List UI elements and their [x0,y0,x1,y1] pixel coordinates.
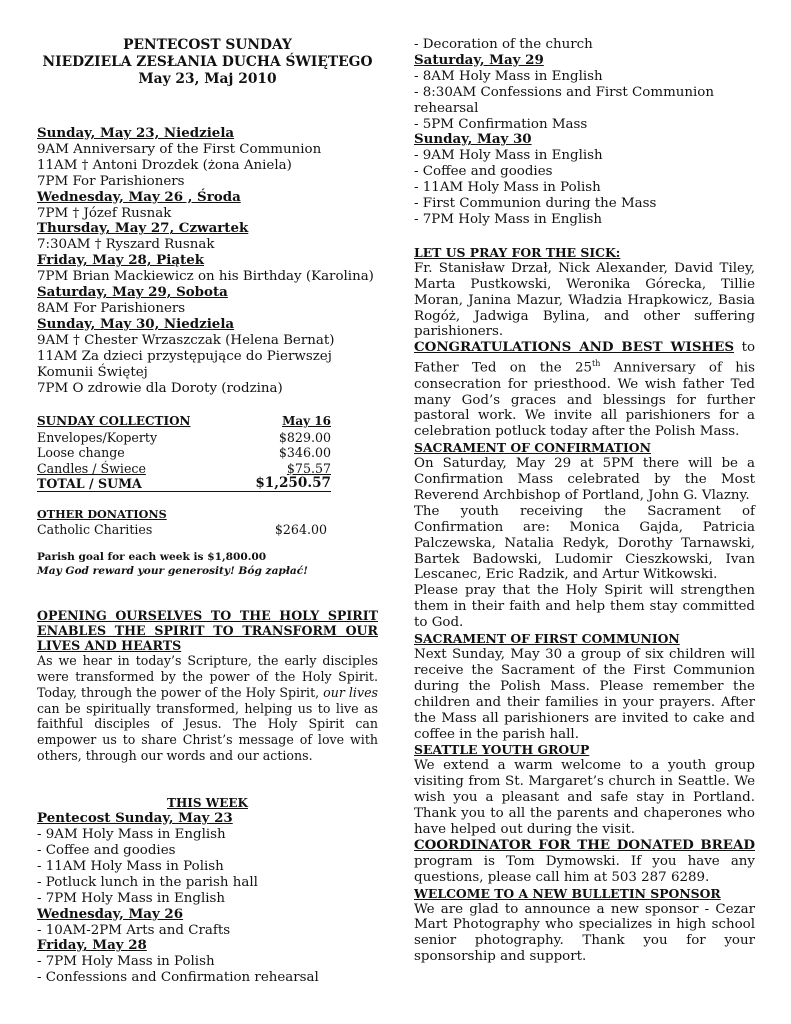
intention-item: 7:30AM † Ryszard Rusnak [37,237,215,253]
coordinator-paragraph: COORDINATOR FOR THE DONATED BREAD program is Tom Dymowski. If you have any questions, please call him at 503 287 6289. [414,836,755,885]
confirmation-title: SACRAMENT OF CONFIRMATION [414,440,651,456]
left-column [37,0,378,986]
sick-title: LET US PRAY FOR THE SICK: [414,244,621,260]
other-donations [37,507,327,537]
communion-title: SACRAMENT OF FIRST COMMUNION [414,631,680,647]
week-item: - 9AM Holy Mass in English [414,148,603,164]
intention-day: Friday, May 28, Piątek [37,252,204,269]
collection-label: Envelopes/Koperty [37,429,158,445]
week-day: Pentecost Sunday, May 23 [37,810,233,827]
week-item: - Decoration of the church [414,37,593,52]
sponsor-title: WELCOME TO A NEW BULLETIN SPONSOR [414,885,721,901]
this-week-title: THIS WEEK [167,796,248,811]
collection-total-label: TOTAL / SUMA [37,476,142,492]
week-day: Sunday, May 30 [414,131,532,148]
coordinator-title: COORDINATOR FOR THE DONATED BREAD [414,836,755,853]
week-item: - Coffee and goodies [37,843,176,858]
congrats-title: CONGRATULATIONS AND BEST WISHES [414,339,735,356]
title-line-3: May 23, Maj 2010 [138,71,277,87]
other-donations-title: OTHER DONATIONS [37,507,167,522]
seattle-body: We extend a warm welcome to a youth group visiting from St. Margaret’s church in Seattle. We wish you a pleasant and safe stay in Portland. Thank you to all the parents and chaperones who have helped out during the visit. [414,758,755,837]
sick-body: Fr. Stanisław Drzał, Nick Alexander, David Tiley, Marta Pustkowski, Weronika Górecka, Tillie Moran, Janina Mazur, Władzia Hrapkowicz, Basia Rogóż, Jadwiga Bylina, and other suffering parishioners. [414,260,755,340]
intention-item: 7PM O zdrowie dla Doroty (rodzina) [37,380,283,396]
week-item: - 11AM Holy Mass in Polish [414,180,601,196]
confirmation-p2: The youth receiving the Sacrament of Confirmation are: Monica Gajda, Patricia Palczewska, Natalia Redyk, Dorothy Tarnawski, Bartek Badowski, Ludomir Cieszkowski, Ivan Lescanec, Eric Radzik, and Artur Witkowski. [414,503,755,583]
opening-title: OPENING OURSELVES TO THE HOLY SPIRIT ENABLES THE SPIRIT TO TRANSFORM OUR LIVES AND HEARTS [37,607,378,653]
week-item: - First Communion during the Mass [414,196,657,212]
communion-body: Next Sunday, May 30 a group of six children will receive the Sacrament of the First Communion during the Polish Mass. Please remember the children and their families in your prayers. After the Mass all parishioners are invited to cake and coffee in the parish hall. [414,647,755,742]
week-day: Friday, May 28 [37,937,147,954]
collection-total-amount: $1,250.57 [255,475,331,492]
title-line-2: NIEDZIELA ZESŁANIA DUCHA ŚWIĘTEGO [42,54,373,70]
collection-amount: $75.57 [286,460,331,476]
donation-label: Catholic Charities [37,522,153,538]
collection-date: May 16 [282,414,331,429]
intention-day: Sunday, May 30, Niedziela [37,315,235,332]
reward-line: May God reward your generosity! Bóg zapłać! [37,564,308,577]
congrats-paragraph: CONGRATULATIONS AND BEST WISHES to Father Ted on the 25th Anniversary of his consecration for priesthood. We wish father Ted many God’s graces and blessings for further pastoral work. We invite all parishioners for a celebration potluck today after the Polish Mass. [414,339,756,440]
intention-item: 9AM † Chester Wrzaszczak (Helena Bernat) [37,332,335,348]
intention-item: 9AM Anniversary of the First Communion [37,141,322,157]
week-item: - Potluck lunch in the parish hall [37,874,258,890]
intention-item: 7PM † Józef Rusnak [37,205,172,221]
sponsor-body: We are glad to announce a new sponsor - Cezar Mart Photography who specializes in high school senior photography. Thank you for your sponsorship and support. [414,901,755,965]
week-item: - 8:30AM Confessions and First Communion [414,84,714,100]
week-day: Saturday, May 29 [414,51,544,68]
collection-amount: $346.00 [278,445,331,461]
week-item: - 10AM-2PM Arts and Crafts [37,922,231,938]
opening-body: As we hear in today’s Scripture, the early disciples were transformed by the power of the Holy Spirit. Today, through the power of the Holy Spirit, our lives can be spiritually transformed, helping us to live as faithful disciples of Jesus. The Holy Spirit can empower us to share Christ’s message of love with others, through our words and our actions. [37,652,378,764]
sunday-collection-table [37,414,331,492]
donation-amount: $264.00 [274,522,327,538]
intention-day: Wednesday, May 26 , Środa [37,188,241,205]
intention-item: 8AM For Parishioners [37,300,186,316]
mass-intentions [37,126,378,396]
week-item: rehearsal [414,100,479,116]
week-item: - 5PM Confirmation Mass [414,116,588,132]
confirmation-p1: On Saturday, May 29 at 5PM there will be a Confirmation Mass celebrated by the Most Reverend Archbishop of Portland, John G. Vlazny. [414,456,755,503]
collection-title: SUNDAY COLLECTION [37,414,191,429]
week-item: - 11AM Holy Mass in Polish [37,858,224,874]
intention-day: Sunday, May 23, Niedziela [37,125,235,141]
week-day: Wednesday, May 26 [37,905,184,922]
intention-item: 7PM For Parishioners [37,173,185,189]
seattle-title: SEATTLE YOUTH GROUP [414,742,590,758]
title-line-1: PENTECOST SUNDAY [123,37,292,53]
confirmation-p3: Please pray that the Holy Spirit will strengthen them in their faith and help them stay committed to God. [414,583,755,631]
week-item: - 7PM Holy Mass in Polish [37,954,215,970]
week-item: - 7PM Holy Mass in English [414,211,603,227]
intention-item: Komunii Świętej [37,364,148,380]
parish-goal: Parish goal for each week is $1,800.00 [37,550,267,563]
week-item: - 8AM Holy Mass in English [414,68,603,84]
right-column [414,0,755,965]
week-item: - 9AM Holy Mass in English [37,827,226,843]
intention-item: 11AM † Antoni Drozdek (żona Aniela) [37,157,292,173]
intention-item: 7PM Brian Mackiewicz on his Birthday (Karolina) [37,269,374,285]
week-item: - 7PM Holy Mass in English [37,890,226,906]
collection-label: Loose change [37,445,125,461]
collection-label: Candles / Świece [37,460,146,476]
week-item: - Confessions and Confirmation rehearsal [37,970,319,986]
intention-item: 11AM Za dzieci przystępujące do Pierwszej [37,348,332,364]
collection-amount: $829.00 [278,429,331,445]
week-item: - Coffee and goodies [414,164,553,180]
intention-day: Saturday, May 29, Sobota [37,284,228,301]
intention-day: Thursday, May 27, Czwartek [37,220,249,237]
